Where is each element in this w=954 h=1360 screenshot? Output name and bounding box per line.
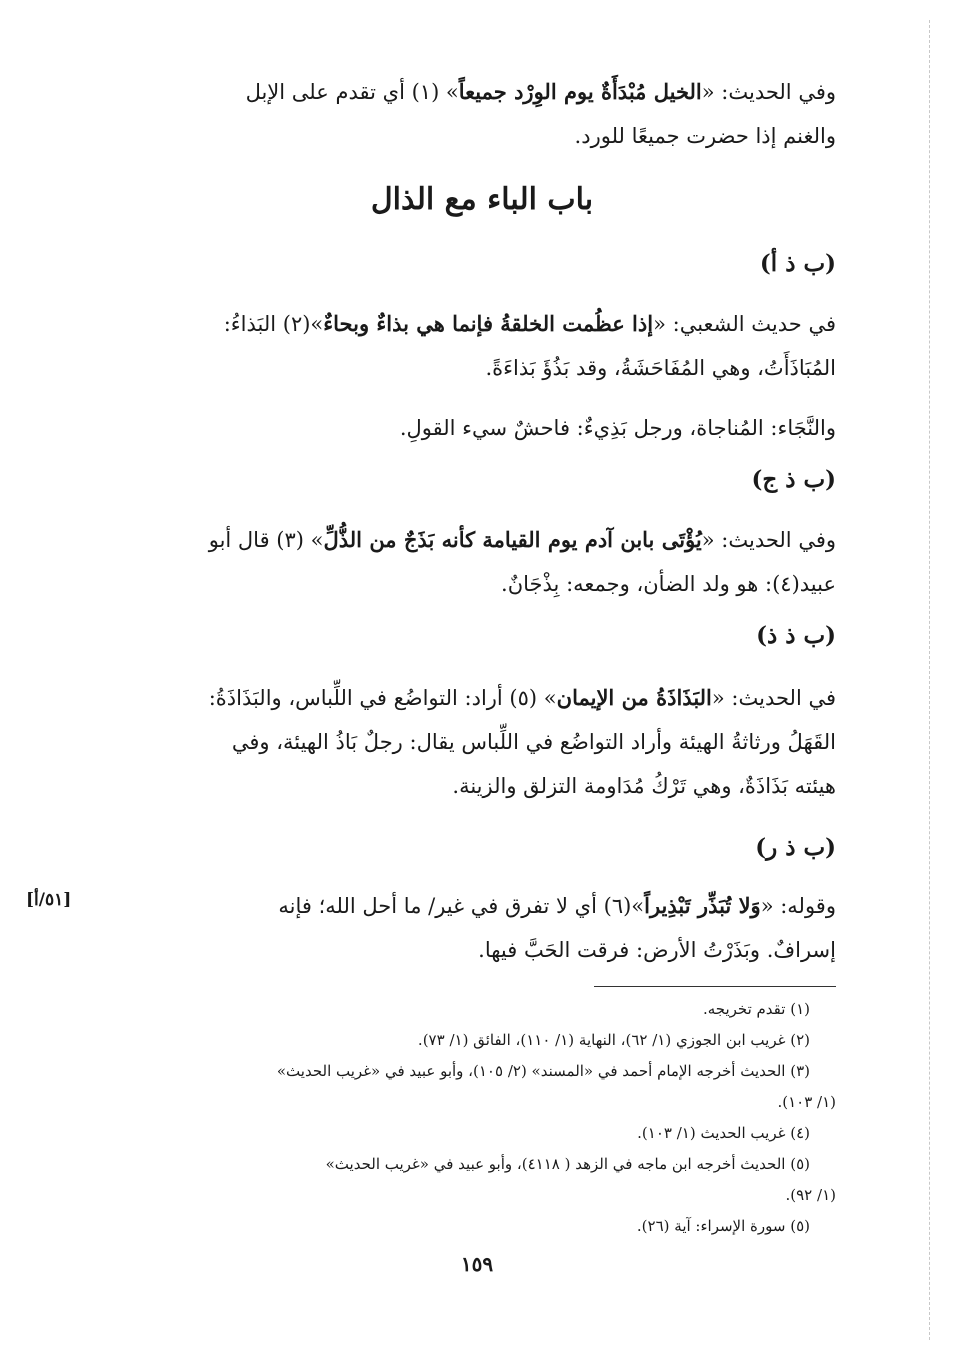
text-line: القَهَلُ ورثاثةُ الهيئة وأراد التواضُع في اللِّباس يقال: رجلٌ بَاذُ الهيئة، وفي [231, 730, 836, 754]
chapter-title: باب الباء مع الذال [370, 182, 594, 217]
text-line: إسرافٌ. وبَذَرْتُ الأرض: فرقت الحَبَّ فيها. [478, 938, 836, 962]
text-line: والغنم إذا حضرت جميعًا للورد. [574, 124, 836, 148]
footnote: (٢) غريب ابن الجوزي (١/ ٦٢)، النهاية (١/ ١١٠)، الفائق (١/ ٧٣). [417, 1031, 810, 1049]
footnote: (٥) الحديث أخرجه ابن ماجه في الزهد ( ٤١١٨)، وأبو عبيد في «غريب الحديث» [325, 1155, 810, 1173]
footnote-continuation: (١/ ١٠٣). [777, 1093, 836, 1111]
section-paragraph [128, 518, 836, 606]
footnote: (٥) سورة الإسراء: آية (٢٦). [636, 1217, 810, 1235]
text-line: والنَّجَاء: المُناجاة، ورجل بَذِيءٌ: فاحشٌ سيء القولِ. [399, 416, 836, 440]
page-edge-line [929, 20, 930, 1340]
section-paragraph [128, 302, 836, 390]
root-heading: (ب ذ أ) [759, 250, 836, 277]
text-line: وفي الحديث: «يُؤْتَى بابن آدم يوم القيامة كأنه بَذَجٌ من الذُّلِّ» (٣) قال أبو [208, 527, 836, 552]
hadith-quote: إذا عظُمت الخلقةُ فإنما هي بذاءٌ وبحاءٌ [323, 311, 654, 336]
footnote-divider [594, 986, 836, 987]
text-line: في حديث الشعبي: «إذا عظُمت الخلقةُ فإنما هي بذاءٌ وبحاءٌ»(٢) البَذاءُ: [223, 311, 836, 336]
intro-paragraph [128, 70, 836, 158]
root-heading: (ب ذ ر) [755, 834, 836, 861]
text-line: المُبَاذَأَتُ، وهي المُفَاحَشَةُ، وقد بَذُؤَ بَذاءَةً. [485, 356, 836, 380]
section-paragraph [128, 676, 836, 808]
text-line: في الحديث: «البَذَاذَةُ من الإيمان» (٥) أراد: التواضُع في اللِّباس، والبَذَاذَةُ: [208, 685, 836, 710]
footnote: (١) تقدم تخريجه. [702, 1000, 810, 1018]
quran-quote: وَلا تُبَذِّر تَبْذِيراً [644, 893, 761, 918]
text-line: وفي الحديث: «الخيل مُبْدَأَةٌ يوم الوِرْد جميعاً» (١) أي تقدم على الإبل [245, 79, 836, 104]
section-paragraph [128, 884, 836, 972]
footnote: (٤) غريب الحديث (١/ ١٠٣). [637, 1124, 810, 1142]
hadith-quote: البَذَاذَةُ من الإيمان [556, 685, 712, 710]
text-line: عبيد(٤): هو ولد الضأن، وجمعه: بِذْجَانٌ. [501, 572, 836, 596]
root-heading: (ب ذ ج) [751, 466, 836, 493]
section-paragraph [128, 406, 836, 450]
manuscript-folio-marker: [٥١/أ] [26, 890, 72, 910]
root-heading: (ب ذ ذ) [756, 622, 836, 649]
footnote-continuation: (١/ ٩٢). [785, 1186, 836, 1204]
footnotes [128, 994, 836, 1242]
footnote: (٣) الحديث أخرجه الإمام أحمد في «المسند» (٢/ ١٠٥)، وأبو عبيد في «غريب الحديث» [276, 1062, 810, 1080]
hadith-quote: الخيل مُبْدَأَةٌ يوم الوِرْد جميعاً [458, 79, 702, 104]
page-number: ١٥٩ [460, 1252, 494, 1276]
text-line: هيئته بَذَاذَةٌ، وهي تَرْكُ مُدَاومة التزلق والزينة. [452, 774, 836, 798]
hadith-quote: يُؤْتَى بابن آدم يوم القيامة كأنه بَذَجٌ من الذُّلِّ [323, 527, 702, 552]
text-line: وقوله: «وَلا تُبَذِّر تَبْذِيراً»(٦) أي لا تفرق في غير/ ما أحل الله؛ فإنه [278, 893, 836, 918]
